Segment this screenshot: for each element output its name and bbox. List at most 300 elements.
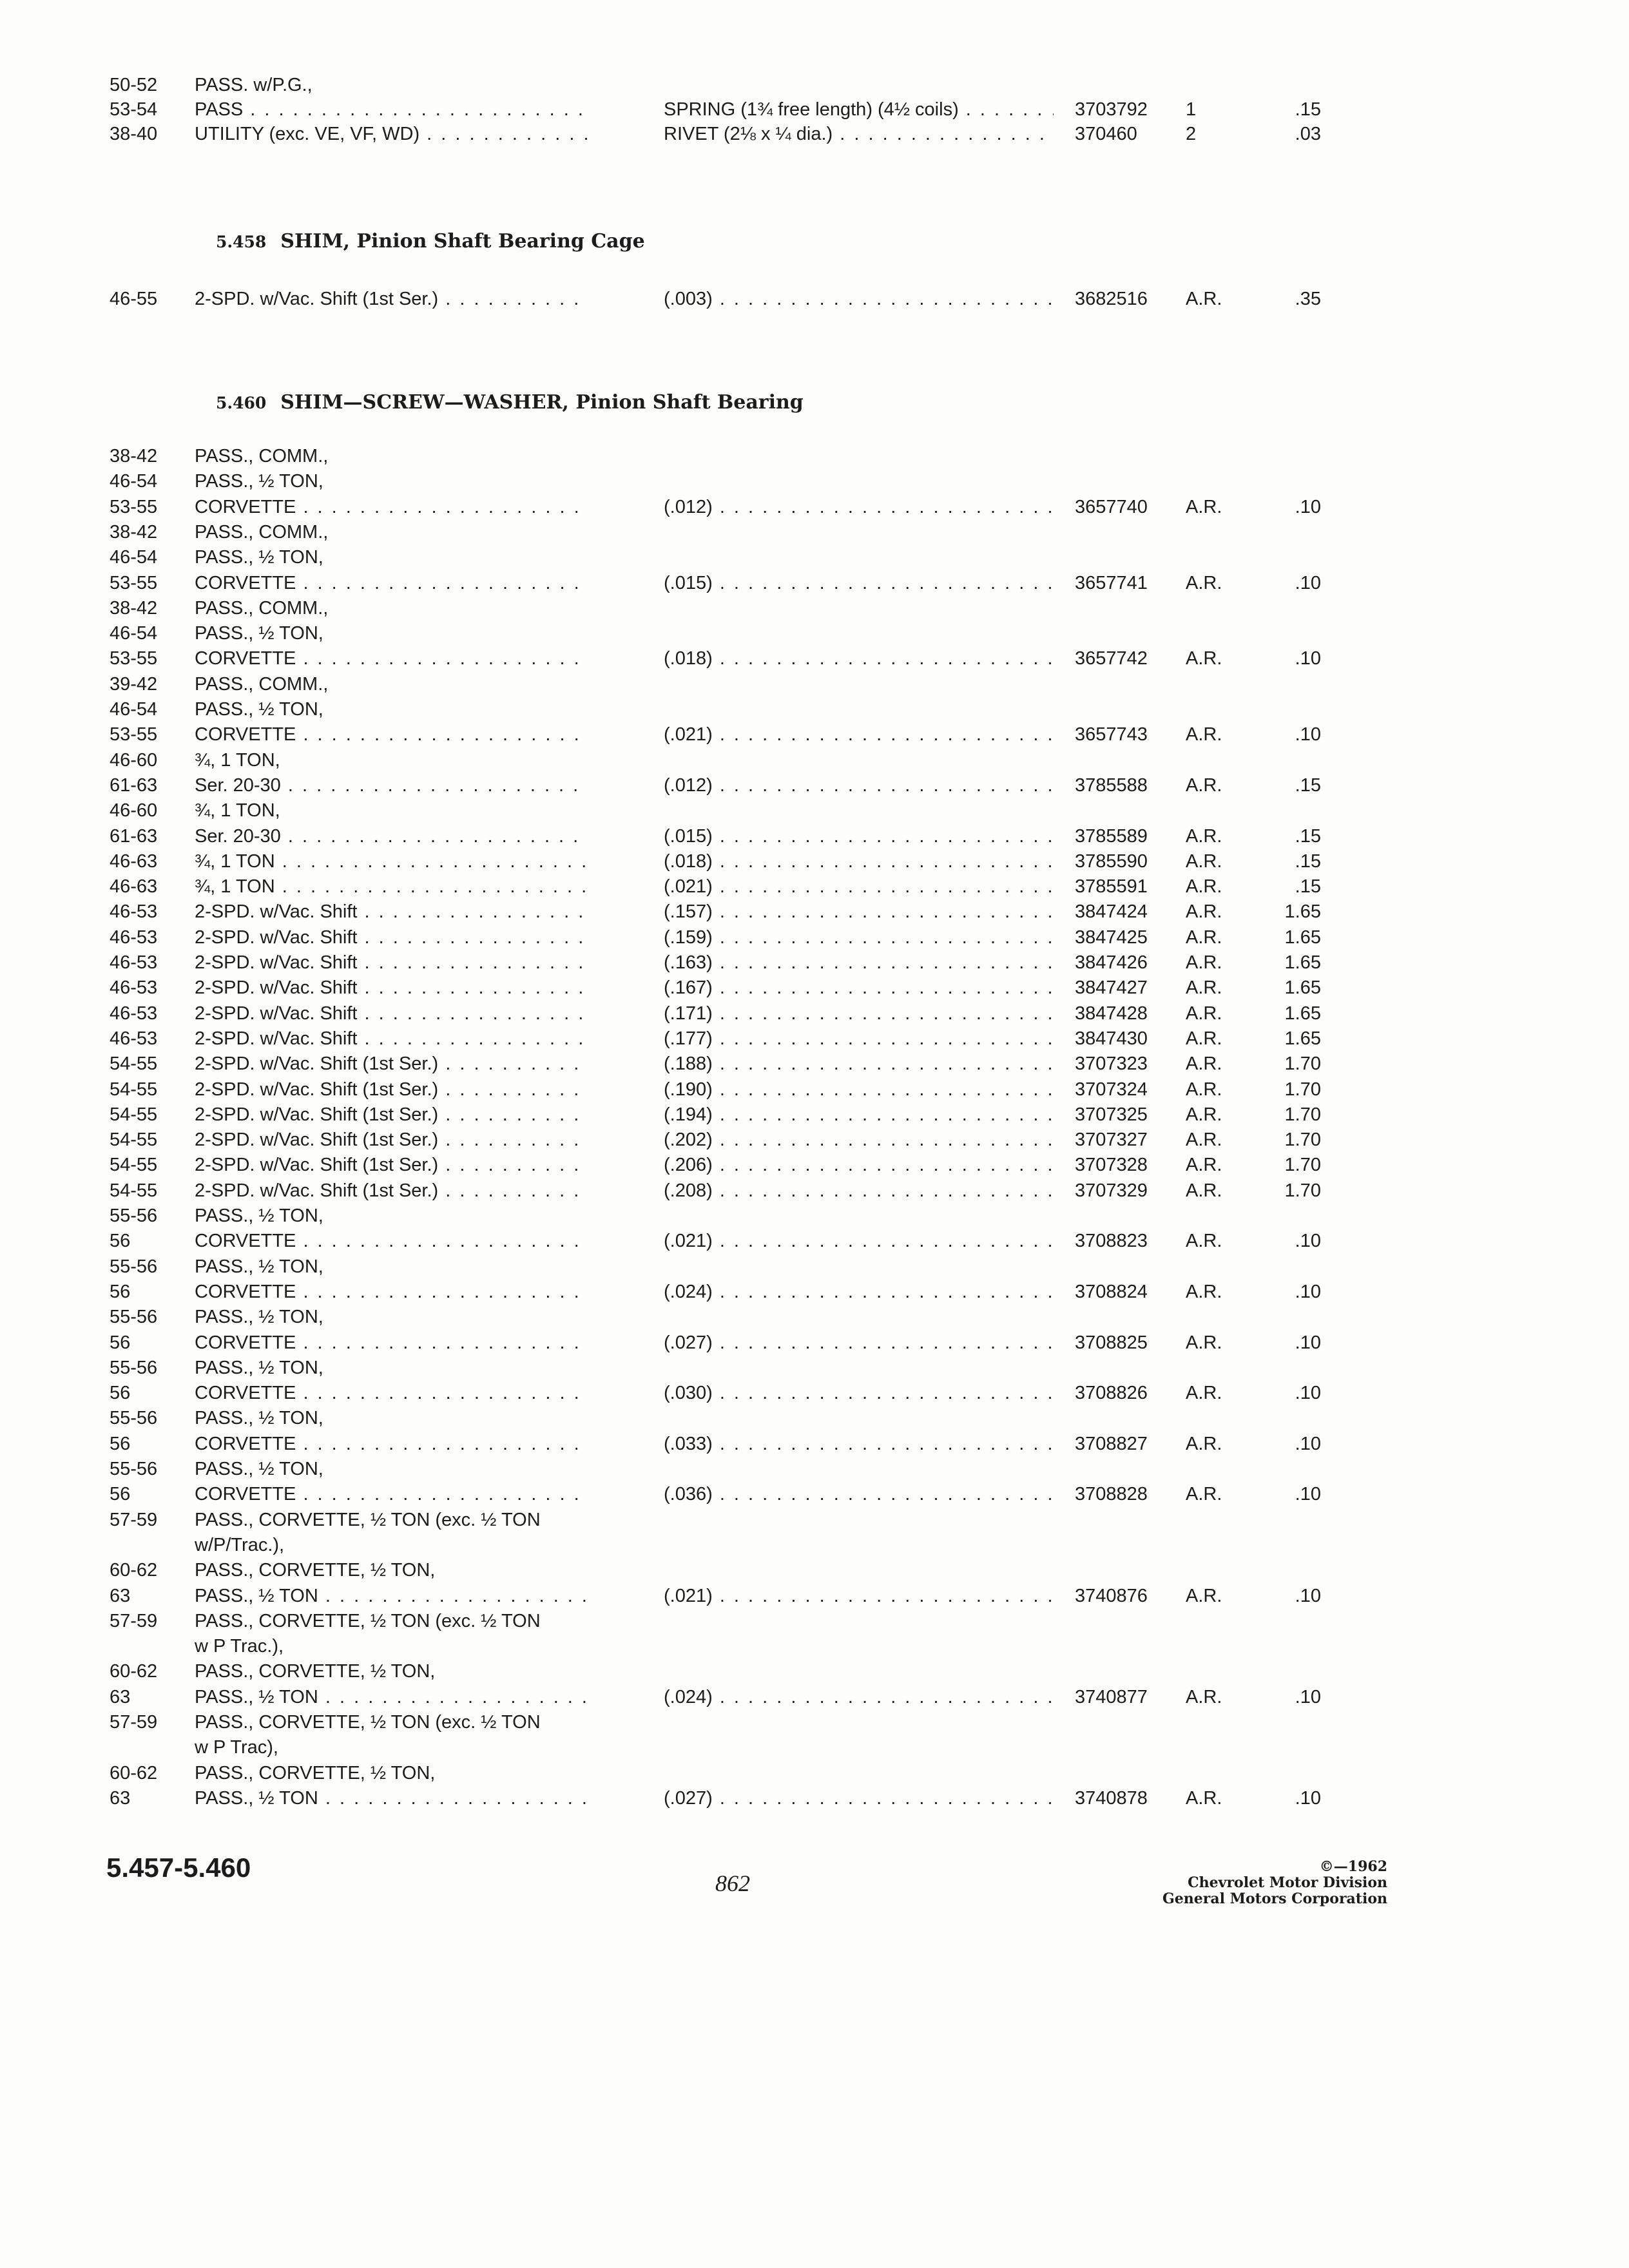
application: PASS., CORVETTE, ½ TON (exc. ½ TON: [195, 1510, 541, 1530]
part-number: 3682516: [1075, 289, 1148, 309]
application: PASS., COMM.,: [195, 599, 329, 618]
quantity: A.R.: [1186, 952, 1222, 973]
part-description: (.208) . . .: [664, 1182, 1054, 1200]
parts-list-row: [0, 1789, 1629, 1814]
application: ¾, 1 TON . . .: [195, 878, 588, 896]
model-years: 39-42: [110, 673, 158, 695]
part-description: (.194) . . .: [664, 1106, 1054, 1124]
part-number: 3740876: [1075, 1585, 1148, 1606]
parts-list-row: [0, 1409, 1629, 1434]
application: CORVETTE . . .: [195, 498, 588, 517]
model-years: 56: [110, 1231, 131, 1252]
application: PASS., CORVETTE, ½ TON,: [195, 1561, 436, 1581]
model-years: 54-55: [110, 1104, 158, 1125]
application: 2-SPD. w/Vac. Shift (1st Ser.) . . .: [195, 1131, 588, 1149]
section-heading-5-460: [216, 393, 804, 412]
model-years: 54-55: [110, 1180, 158, 1201]
price: 1.70: [1284, 1053, 1321, 1075]
parts-list-row: [0, 1030, 1629, 1054]
price: .10: [1295, 724, 1321, 745]
application: CORVETTE . . .: [195, 1232, 588, 1251]
parts-list-row: [0, 101, 1629, 125]
application: 2-SPD. w/Vac. Shift . . .: [195, 954, 588, 972]
price: .10: [1295, 1686, 1321, 1707]
quantity: A.R.: [1186, 1787, 1222, 1809]
parts-list-row: [0, 1662, 1629, 1687]
part-number: 3708825: [1075, 1332, 1148, 1353]
parts-list-row: [0, 1207, 1629, 1231]
quantity: A.R.: [1186, 1433, 1222, 1454]
parts-list-row: [0, 903, 1629, 927]
application: PASS . . .: [195, 101, 588, 119]
price: 1.70: [1284, 1180, 1321, 1201]
part-number: 3708824: [1075, 1281, 1148, 1302]
model-years: 63: [110, 1686, 131, 1707]
parts-list-row: [0, 928, 1629, 953]
part-number: 3708826: [1075, 1383, 1148, 1404]
model-years: 46-53: [110, 952, 158, 973]
parts-list-row: [0, 979, 1629, 1003]
application: 2-SPD. w/Vac. Shift . . .: [195, 1030, 588, 1048]
parts-list-row: [0, 1637, 1629, 1662]
application: 2-SPD. w/Vac. Shift (1st Ser.) . . .: [195, 1156, 588, 1175]
parts-list-row: [0, 726, 1629, 750]
model-years: 55-56: [110, 1459, 158, 1479]
parts-list-row: [0, 1359, 1629, 1383]
parts-list-row: [0, 1485, 1629, 1510]
parts-list-row: [0, 1081, 1629, 1105]
quantity: A.R.: [1186, 1104, 1222, 1125]
part-number: 3785590: [1075, 850, 1148, 872]
parts-list-row: [0, 1587, 1629, 1611]
quantity: A.R.: [1186, 1180, 1222, 1201]
section-heading-5-458: [216, 232, 645, 251]
part-description: (.027) . . .: [664, 1789, 1054, 1808]
part-number: 3707324: [1075, 1079, 1148, 1100]
parts-list-row: [0, 1004, 1629, 1029]
publisher-corporation: General Motors Corporation: [1162, 1890, 1387, 1907]
application: PASS., COMM.,: [195, 523, 329, 542]
parts-list-row: [0, 1738, 1629, 1763]
quantity: A.R.: [1186, 1155, 1222, 1176]
parts-list-row: [0, 1435, 1629, 1459]
model-years: 57-59: [110, 1712, 158, 1733]
application: PASS., ½ TON . . .: [195, 1688, 588, 1707]
model-years: 46-60: [110, 749, 158, 771]
part-number: 3707329: [1075, 1180, 1148, 1201]
part-description: (.018) . . .: [664, 649, 1054, 668]
part-number: 370460: [1075, 124, 1137, 144]
application: PASS., CORVETTE, ½ TON,: [195, 1763, 436, 1783]
part-description: (.177) . . .: [664, 1030, 1054, 1048]
model-years: 46-53: [110, 901, 158, 923]
application: CORVETTE . . .: [195, 1283, 588, 1302]
parts-list-row: [0, 827, 1629, 852]
quantity: A.R.: [1186, 1129, 1222, 1151]
price: .10: [1295, 1281, 1321, 1302]
application: CORVETTE . . .: [195, 1435, 588, 1454]
price: .15: [1295, 825, 1321, 847]
parts-list-row: [0, 125, 1629, 149]
part-number: 3708828: [1075, 1484, 1148, 1505]
application: PASS., ½ TON,: [195, 548, 323, 568]
application: PASS., ½ TON,: [195, 624, 323, 644]
model-years: 38-42: [110, 521, 158, 543]
application: Ser. 20-30 . . .: [195, 827, 588, 846]
section-title: SHIM—SCREW—WASHER, Pinion Shaft Bearing: [280, 391, 804, 414]
parts-list-row: [0, 1612, 1629, 1637]
application: CORVETTE . . .: [195, 1384, 588, 1403]
part-description: (.033) . . .: [664, 1435, 1054, 1454]
application: CORVETTE . . .: [195, 1334, 588, 1352]
part-number: 3707323: [1075, 1053, 1148, 1075]
parts-list-row: [0, 1308, 1629, 1332]
application: CORVETTE . . .: [195, 574, 588, 593]
part-description: (.015) . . .: [664, 574, 1054, 593]
part-number: 3847427: [1075, 977, 1148, 999]
application: 2-SPD. w/Vac. Shift . . .: [195, 1004, 588, 1023]
part-description: (.024) . . .: [664, 1283, 1054, 1302]
quantity: A.R.: [1186, 825, 1222, 847]
parts-list-row: [0, 498, 1629, 523]
price: .15: [1295, 99, 1321, 120]
application: PASS., CORVETTE, ½ TON (exc. ½ TON: [195, 1611, 541, 1631]
model-years: 46-53: [110, 927, 158, 948]
application: 2-SPD. w/Vac. Shift (1st Ser.) . . .: [195, 1182, 588, 1200]
parts-list-row: [0, 599, 1629, 624]
price: 1.65: [1284, 977, 1321, 999]
model-years: 46-63: [110, 850, 158, 872]
application: PASS., ½ TON,: [195, 472, 323, 492]
part-description: (.163) . . .: [664, 954, 1054, 972]
model-years: 63: [110, 1787, 131, 1809]
part-description: (.030) . . .: [664, 1384, 1054, 1403]
part-description: (.036) . . .: [664, 1485, 1054, 1504]
model-years: 46-54: [110, 471, 158, 492]
part-description: (.027) . . .: [664, 1334, 1054, 1352]
part-number: 3707325: [1075, 1104, 1148, 1125]
model-years: 46-53: [110, 977, 158, 999]
model-years: 60-62: [110, 1661, 158, 1682]
model-years: 56: [110, 1281, 131, 1302]
parts-list-row: [0, 1106, 1629, 1130]
price: .15: [1295, 774, 1321, 796]
model-years: 46-54: [110, 547, 158, 568]
application: PASS., ½ TON,: [195, 1257, 323, 1276]
part-description: (.015) . . .: [664, 827, 1054, 846]
model-years: 60-62: [110, 1560, 158, 1581]
parts-list-row: [0, 1055, 1629, 1079]
parts-list-row: [0, 447, 1629, 472]
model-years: 46-53: [110, 1003, 158, 1024]
price: 1.70: [1284, 1079, 1321, 1100]
model-years: 46-63: [110, 876, 158, 898]
parts-list-row: [0, 852, 1629, 877]
application: w/P/Trac.),: [195, 1535, 285, 1555]
quantity: A.R.: [1186, 1003, 1222, 1024]
model-years: 57-59: [110, 1610, 158, 1631]
parts-list-row: [0, 878, 1629, 902]
application: 2-SPD. w/Vac. Shift . . .: [195, 979, 588, 997]
part-number: 3847428: [1075, 1003, 1148, 1024]
footer-publisher: [1162, 1859, 1387, 1907]
part-description: (.018) . . .: [664, 852, 1054, 871]
quantity: A.R.: [1186, 850, 1222, 872]
parts-list-row: [0, 1688, 1629, 1713]
price: .15: [1295, 850, 1321, 872]
application: w P Trac.),: [195, 1637, 284, 1657]
model-years: 46-53: [110, 1028, 158, 1049]
copyright-notice: ©—1962: [1319, 1858, 1387, 1875]
price: 1.70: [1284, 1155, 1321, 1176]
part-number: 3740877: [1075, 1686, 1148, 1707]
part-number: 3708827: [1075, 1433, 1148, 1454]
model-years: 54-55: [110, 1155, 158, 1176]
quantity: A.R.: [1186, 1231, 1222, 1252]
model-years: 55-56: [110, 1357, 158, 1378]
parts-list-row: [0, 1764, 1629, 1789]
part-description: (.021) . . .: [664, 726, 1054, 744]
application: PASS., ½ TON,: [195, 1460, 323, 1479]
parts-list-row: [0, 1384, 1629, 1408]
price: .35: [1295, 289, 1321, 309]
model-years: 57-59: [110, 1509, 158, 1530]
part-number: 3785589: [1075, 825, 1148, 847]
part-number: 3707328: [1075, 1155, 1148, 1176]
application: ¾, 1 TON,: [195, 802, 280, 821]
part-description: (.012) . . .: [664, 776, 1054, 795]
application: Ser. 20-30 . . .: [195, 776, 588, 795]
part-number: 3785591: [1075, 876, 1148, 898]
model-years: 46-54: [110, 623, 158, 644]
price: .15: [1295, 876, 1321, 898]
model-years: 53-55: [110, 648, 158, 669]
parts-list-row: [0, 751, 1629, 776]
application: PASS., CORVETTE, ½ TON,: [195, 1662, 436, 1682]
parts-list-row: [0, 649, 1629, 674]
price: 1.65: [1284, 927, 1321, 948]
model-years: 55-56: [110, 1408, 158, 1429]
application: PASS., ½ TON,: [195, 1409, 323, 1428]
model-years: 54-55: [110, 1079, 158, 1100]
application: UTILITY (exc. VE, VF, WD) . . .: [195, 125, 588, 144]
model-years: 53-55: [110, 724, 158, 745]
parts-list-row: [0, 76, 1629, 101]
price: .03: [1295, 124, 1321, 144]
model-years: 56: [110, 1332, 131, 1353]
application: 2-SPD. w/Vac. Shift (1st Ser.) . . .: [195, 1055, 588, 1073]
parts-list-row: [0, 1713, 1629, 1738]
quantity: A.R.: [1186, 774, 1222, 796]
price: 1.65: [1284, 952, 1321, 973]
quantity: A.R.: [1186, 876, 1222, 898]
parts-list-row: [0, 523, 1629, 548]
quantity: A.R.: [1186, 977, 1222, 999]
parts-list-row: [0, 1511, 1629, 1535]
price: 1.70: [1284, 1104, 1321, 1125]
quantity: A.R.: [1186, 289, 1222, 309]
application: 2-SPD. w/Vac. Shift . . .: [195, 928, 588, 947]
parts-list-row: [0, 1156, 1629, 1180]
part-number: 3657740: [1075, 496, 1148, 517]
parts-list-row: [0, 472, 1629, 497]
part-number: 3740878: [1075, 1787, 1148, 1809]
application: 2-SPD. w/Vac. Shift (1st Ser.) . . .: [195, 1081, 588, 1099]
model-years: 38-42: [110, 446, 158, 466]
application: w P Trac),: [195, 1738, 278, 1758]
part-description: (.206) . . .: [664, 1156, 1054, 1175]
parts-list-row: [0, 1460, 1629, 1485]
part-description: (.012) . . .: [664, 498, 1054, 517]
parts-list-row: [0, 954, 1629, 978]
quantity: A.R.: [1186, 572, 1222, 593]
part-description: (.157) . . .: [664, 903, 1054, 921]
application: PASS. w/P.G.,: [195, 76, 313, 95]
part-number: 3657741: [1075, 572, 1148, 593]
quantity: A.R.: [1186, 1332, 1222, 1353]
model-years: 50-52: [110, 75, 158, 95]
price: .10: [1295, 1231, 1321, 1252]
parts-list-row: [0, 1182, 1629, 1206]
parts-list-row: [0, 1131, 1629, 1155]
part-number: 3708823: [1075, 1231, 1148, 1252]
price: 1.70: [1284, 1129, 1321, 1151]
price: .10: [1295, 1787, 1321, 1809]
application: PASS., ½ TON,: [195, 700, 323, 719]
model-years: 63: [110, 1585, 131, 1606]
model-years: 55-56: [110, 1206, 158, 1226]
model-years: 53-55: [110, 572, 158, 593]
model-years: 53-55: [110, 496, 158, 517]
part-description: (.021) . . .: [664, 1232, 1054, 1251]
application: PASS., ½ TON . . .: [195, 1587, 588, 1606]
parts-list-row: [0, 802, 1629, 826]
quantity: A.R.: [1186, 1053, 1222, 1075]
parts-list-row: [0, 1283, 1629, 1307]
parts-list-row: [0, 1334, 1629, 1358]
quantity: A.R.: [1186, 1028, 1222, 1049]
quantity: A.R.: [1186, 901, 1222, 923]
parts-list-row: [0, 675, 1629, 700]
part-number: 3847426: [1075, 952, 1148, 973]
application: 2-SPD. w/Vac. Shift (1st Ser.) . . .: [195, 290, 588, 309]
application: PASS., ½ TON,: [195, 1207, 323, 1225]
parts-list-row: [0, 1561, 1629, 1586]
quantity: A.R.: [1186, 1383, 1222, 1404]
model-years: 54-55: [110, 1053, 158, 1075]
part-description: (.171) . . .: [664, 1004, 1054, 1023]
quantity: A.R.: [1186, 1686, 1222, 1707]
quantity: A.R.: [1186, 1585, 1222, 1606]
parts-list-row: [0, 1536, 1629, 1561]
part-description: (.190) . . .: [664, 1081, 1054, 1099]
page-number: 862: [715, 1870, 750, 1896]
quantity: A.R.: [1186, 648, 1222, 669]
model-years: 55-56: [110, 1307, 158, 1328]
application: PASS., CORVETTE, ½ TON (exc. ½ TON: [195, 1713, 541, 1732]
parts-list-row: [0, 548, 1629, 573]
quantity: A.R.: [1186, 1281, 1222, 1302]
part-number: 3847430: [1075, 1028, 1148, 1049]
price: .10: [1295, 572, 1321, 593]
application: PASS., ½ TON,: [195, 1358, 323, 1378]
application: PASS., COMM.,: [195, 447, 329, 466]
model-years: 56: [110, 1433, 131, 1454]
application: CORVETTE . . .: [195, 649, 588, 668]
part-number: 3847424: [1075, 901, 1148, 923]
quantity: A.R.: [1186, 927, 1222, 948]
publisher-division: Chevrolet Motor Division: [1188, 1874, 1387, 1891]
part-description: (.003) . . .: [664, 290, 1054, 309]
application: CORVETTE . . .: [195, 726, 588, 744]
quantity: A.R.: [1186, 724, 1222, 745]
model-years: 54-55: [110, 1129, 158, 1151]
application: PASS., ½ TON,: [195, 1308, 323, 1327]
parts-list-row: [0, 624, 1629, 649]
quantity: A.R.: [1186, 1484, 1222, 1505]
quantity: A.R.: [1186, 496, 1222, 517]
part-description: SPRING (1¾ free length) (4½ coils) . . .: [664, 101, 1054, 119]
parts-list-row: [0, 1258, 1629, 1282]
model-years: 53-54: [110, 99, 158, 120]
application: PASS., COMM.,: [195, 675, 329, 694]
model-years: 56: [110, 1484, 131, 1505]
application: 2-SPD. w/Vac. Shift (1st Ser.) . . .: [195, 1106, 588, 1124]
price: .10: [1295, 1383, 1321, 1404]
application: 2-SPD. w/Vac. Shift . . .: [195, 903, 588, 921]
part-description: (.159) . . .: [664, 928, 1054, 947]
application: CORVETTE . . .: [195, 1485, 588, 1504]
model-years: 46-60: [110, 800, 158, 822]
quantity: 2: [1186, 124, 1197, 144]
part-description: (.024) . . .: [664, 1688, 1054, 1707]
parts-list-row: [0, 574, 1629, 599]
footer-section-range: 5.457-5.460: [106, 1852, 251, 1883]
model-years: 38-40: [110, 124, 158, 144]
quantity: 1: [1186, 99, 1197, 120]
model-years: 55-56: [110, 1256, 158, 1277]
parts-list-row: [0, 1232, 1629, 1256]
part-description: (.021) . . .: [664, 1587, 1054, 1606]
model-years: 61-63: [110, 774, 158, 796]
price: .10: [1295, 648, 1321, 669]
model-years: 46-54: [110, 699, 158, 720]
application: ¾, 1 TON,: [195, 751, 280, 770]
part-number: 3707327: [1075, 1129, 1148, 1151]
model-years: 60-62: [110, 1762, 158, 1783]
section-title: SHIM, Pinion Shaft Bearing Cage: [280, 230, 645, 253]
part-number: 3703792: [1075, 99, 1148, 120]
price: .10: [1295, 1433, 1321, 1454]
part-description: RIVET (2⅛ x ¼ dia.) . . .: [664, 125, 1054, 144]
part-number: 3785588: [1075, 774, 1148, 796]
part-number: 3847425: [1075, 927, 1148, 948]
application: ¾, 1 TON . . .: [195, 852, 588, 871]
price: 1.65: [1284, 1003, 1321, 1024]
model-years: 46-55: [110, 289, 158, 309]
part-description: (.021) . . .: [664, 878, 1054, 896]
model-years: 38-42: [110, 597, 158, 619]
section-number: 5.458: [216, 233, 267, 251]
price: 1.65: [1284, 1028, 1321, 1049]
price: .10: [1295, 1484, 1321, 1505]
price: 1.65: [1284, 901, 1321, 923]
parts-list-row: [0, 776, 1629, 801]
price: .10: [1295, 1332, 1321, 1353]
part-description: (.167) . . .: [664, 979, 1054, 997]
part-number: 3657742: [1075, 648, 1148, 669]
part-description: (.202) . . .: [664, 1131, 1054, 1149]
